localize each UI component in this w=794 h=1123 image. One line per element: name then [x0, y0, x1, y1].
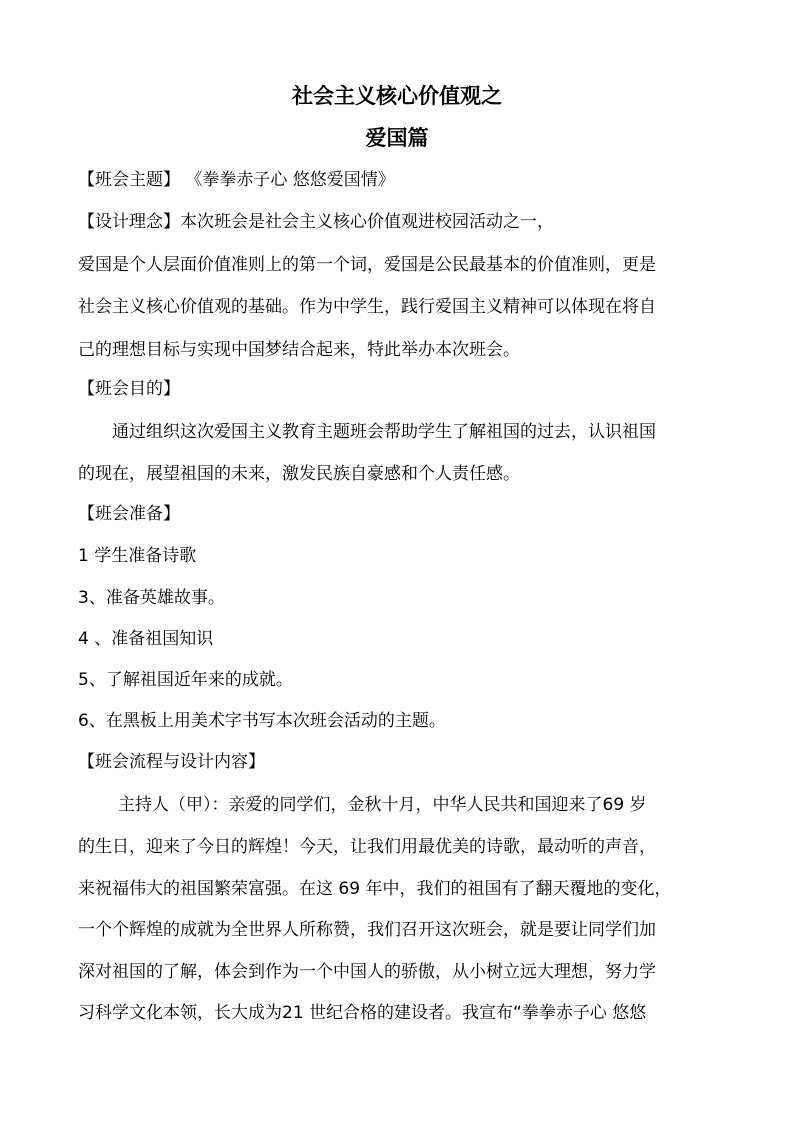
document-subtitle: 爱国篇	[365, 126, 429, 150]
flow-line-4: 一个个辉煌的成就为全世界人所称赞，我们召开这次班会，就是要让同学们加	[78, 920, 656, 940]
flow-line-2: 的生日，迎来了今日的辉煌！今天，让我们用最优美的诗歌，最动听的声音，	[78, 837, 656, 857]
flow-line-1: 主持人（甲）：亲爱的同学们，金秋十月，中华人民共和国迎来了69 岁	[118, 795, 647, 815]
flow-heading: 【班会流程与设计内容】	[78, 752, 265, 772]
purpose-heading: 【班会目的】	[78, 379, 180, 399]
concept-line-3: 社会主义核心价值观的基础。作为中学生，践行爱国主义精神可以体现在将自	[78, 297, 656, 317]
concept-line-1: 【设计理念】本次班会是社会主义核心价值观进校园活动之一，	[78, 212, 554, 232]
prep-item-1: 1 学生准备诗歌	[78, 546, 197, 566]
prep-item-3: 4 、准备祖国知识	[78, 629, 214, 649]
flow-line-3: 来祝福伟大的祖国繁荣富强。在这 69 年中，我们的祖国有了翻天覆地的变化，	[78, 879, 672, 899]
document-title: 社会主义核心价值观之	[292, 84, 502, 108]
prep-item-2: 3、准备英雄故事。	[78, 588, 225, 608]
purpose-line-1: 通过组织这次爱国主义教育主题班会帮助学生了解祖国的过去，认识祖国	[112, 422, 656, 442]
concept-line-4: 己的理想目标与实现中国梦结合起来，特此举办本次班会。	[78, 340, 520, 360]
concept-line-2: 爱国是个人层面价值准则上的第一个词，爱国是公民最基本的价值准则，更是	[78, 255, 656, 275]
flow-line-6: 习科学文化本领，长大成为21 世纪合格的建设者。我宣布“拳拳赤子心 悠悠	[78, 1003, 647, 1023]
prep-item-5: 6、在黑板上用美术字书写本次班会活动的主题。	[78, 711, 446, 731]
purpose-line-2: 的现在，展望祖国的未来，激发民族自豪感和个人责任感。	[78, 464, 520, 484]
prep-item-4: 5、了解祖国近年来的成就。	[78, 670, 293, 690]
prep-heading: 【班会准备】	[78, 504, 180, 524]
theme-line: 【班会主题】 《拳拳赤子心 悠悠爱国情》	[78, 170, 395, 190]
flow-line-5: 深对祖国的了解，体会到作为一个中国人的骄傲，从小树立远大理想，努力学	[78, 962, 656, 982]
